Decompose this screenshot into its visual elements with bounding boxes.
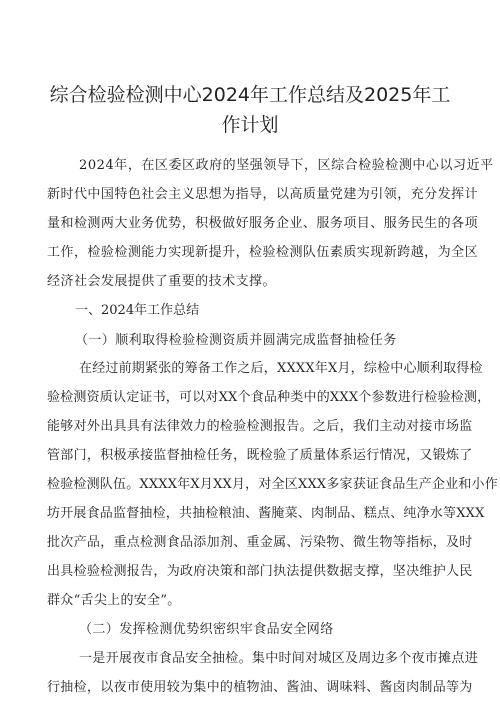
sub1-line-4: 管部门，积极承接监督抽检任务，既检验了质量体系运行情况，又锻炼了 xyxy=(47,448,473,463)
sub1-line-2: 验检测资质认定证书，可以对XX个食品种类中的XXX个参数进行检验检测， xyxy=(47,390,491,405)
document-title-line-1: 综合检验检测中心2024年工作总结及2025年工 xyxy=(49,84,451,106)
sub1-line-8: 出具检验检测报告，为政府决策和部门执法提供数据支撑，坚决维护人民 xyxy=(47,564,473,579)
intro-line-5: 经济社会发展提供了重要的技术支撑。 xyxy=(47,274,276,289)
sub1-line-6: 坊开展食品监督抽检，共抽检粮油、酱腌菜、肉制品、糕点、纯净水等XXX xyxy=(47,506,485,521)
intro-line-3: 量和检测两大业务优势，积极做好服务企业、服务项目、服务民生的各项 xyxy=(47,216,479,231)
sub1-line-7: 批次产品，重点检测食品添加剂、重金属、污染物、微生物等指标，及时 xyxy=(47,535,473,550)
sub1-line-3: 能够对外出具具有法律效力的检验检测报告。之后，我们主动对接市场监 xyxy=(47,419,473,434)
intro-line-2: 新时代中国特色社会主义思想为指导，以高质量党建为引领，充分发挥计 xyxy=(47,187,479,202)
sub1-line-1: 在经过前期紧张的筹备工作之后，XXXX年X月，综检中心顺利取得检 xyxy=(79,361,483,376)
subsection-2-heading: （二）发挥检测优势织密织牢食品安全网络 xyxy=(79,622,334,637)
section-1-heading: 一、2024年工作总结 xyxy=(75,303,200,318)
document-title-line-2: 作计划 xyxy=(221,114,279,136)
sub1-line-9: 群众“舌尖上的安全”。 xyxy=(47,593,181,608)
sub1-line-5: 检验检测队伍。XXXX年X月XX月，对全区XXX多家获证食品生产企业和小作 xyxy=(47,477,498,492)
intro-line-1: 2024年，在区委区政府的坚强领导下，区综合检验检测中心以习近平 xyxy=(79,158,494,173)
sub2-line-1: 一是开展夜市食品安全抽检。集中时间对城区及周边多个夜市摊点进 xyxy=(79,651,479,666)
intro-line-4: 工作，检验检测能力实现新提升，检验检测队伍素质实现新跨越，为全区 xyxy=(47,245,479,260)
sub2-line-2: 行抽检，以夜市使用较为集中的植物油、酱油、调味料、酱卤肉制品等为 xyxy=(47,680,473,695)
subsection-1-heading: （一）顺利取得检验检测资质并圆满完成监督抽检任务 xyxy=(75,333,397,348)
